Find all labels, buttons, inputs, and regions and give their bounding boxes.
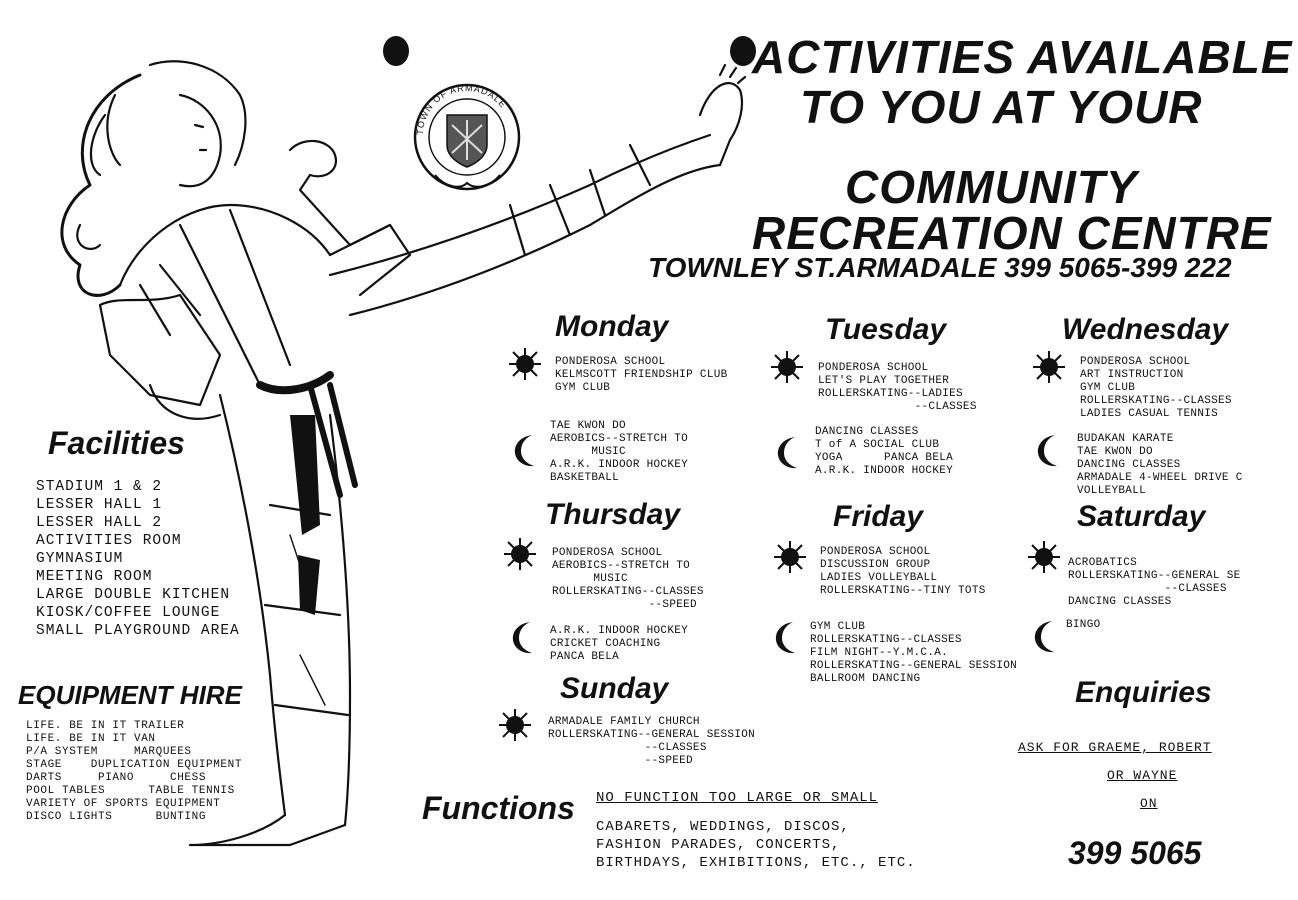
equipment-item: VARIETY OF SPORTS EQUIPMENT <box>26 798 221 810</box>
activity: TAE KWON DO <box>550 420 626 432</box>
activity: AEROBICS--STRETCH TO <box>552 560 691 572</box>
tuesday-day-list <box>818 362 977 414</box>
header-line-4: RECREATION CENTRE <box>752 207 1272 259</box>
activity: VOLLEYBALL <box>1077 485 1147 497</box>
town-of-armadale-seal-icon <box>405 75 530 195</box>
facilities-title: Facilities <box>48 425 185 461</box>
activity: BINGO <box>1066 619 1101 631</box>
enquiries-phone: 399 5065 <box>1068 835 1202 871</box>
moon-icon <box>512 433 538 469</box>
activity: GYM CLUB <box>555 382 611 394</box>
day-title-tuesday: Tuesday <box>825 313 947 346</box>
activity: GYM CLUB <box>810 621 866 633</box>
activity: --SPEED <box>552 599 697 611</box>
day-title-wednesday: Wednesday <box>1062 313 1229 346</box>
equipment-item: DARTS PIANO CHESS <box>26 772 207 784</box>
equipment-title: EQUIPMENT HIRE <box>18 680 242 710</box>
sun-icon <box>1032 350 1066 384</box>
activity: ART INSTRUCTION <box>1080 369 1184 381</box>
facility-item: LARGE DOUBLE KITCHEN <box>36 587 231 603</box>
activity: ROLLERSKATING--CLASSES <box>810 634 962 646</box>
equipment-item: DISCO LIGHTS BUNTING <box>26 811 207 823</box>
activity: MUSIC <box>552 573 628 585</box>
activity: DANCING CLASSES <box>1068 596 1172 608</box>
function-item: FASHION PARADES, CONCERTS, <box>596 837 841 853</box>
equipment-item: P/A SYSTEM MARQUEES <box>26 746 192 758</box>
activity: ROLLERSKATING--CLASSES <box>552 586 704 598</box>
facility-item: MEETING ROOM <box>36 569 153 585</box>
facility-item: ACTIVITIES ROOM <box>36 533 182 549</box>
header-line-2: TO YOU AT YOUR <box>800 81 1203 133</box>
activity: PONDEROSA SCHOOL <box>818 362 929 374</box>
day-title-friday: Friday <box>833 500 924 533</box>
functions-list <box>596 818 916 872</box>
activity: LADIES CASUAL TENNIS <box>1080 408 1219 420</box>
activity: --SPEED <box>548 755 693 767</box>
thursday-day-list <box>552 547 704 612</box>
activity: PONDEROSA SCHOOL <box>555 356 666 368</box>
enquiries-line-1: ASK FOR GRAEME, ROBERT <box>1018 740 1212 755</box>
activity: LET'S PLAY TOGETHER <box>818 375 950 387</box>
enquiries-line-3: ON <box>1140 796 1158 811</box>
activity: DISCUSSION GROUP <box>820 559 931 571</box>
wednesday-day-list <box>1080 356 1232 421</box>
day-title-thursday: Thursday <box>545 498 681 531</box>
activity: AEROBICS--STRETCH TO <box>550 433 689 445</box>
header-address: TOWNLEY ST.ARMADALE 399 5065-399 222 <box>648 252 1232 283</box>
moon-icon <box>1035 433 1061 469</box>
activity: PONDEROSA SCHOOL <box>552 547 663 559</box>
activity: ARMADALE 4-WHEEL DRIVE C <box>1077 472 1243 484</box>
day-title-monday: Monday <box>555 310 669 343</box>
equipment-item: POOL TABLES TABLE TENNIS <box>26 785 235 797</box>
sun-icon <box>1027 540 1061 574</box>
monday-day-list <box>555 356 728 395</box>
activity: ARMADALE FAMILY CHURCH <box>548 716 700 728</box>
facility-item: STADIUM 1 & 2 <box>36 479 163 495</box>
activity: ROLLERSKATING--GENERAL SESSION <box>810 660 1018 672</box>
activity: ROLLERSKATING--LADIES <box>818 388 963 400</box>
activity: A.R.K. INDOOR HOCKEY <box>550 459 689 471</box>
activity: PONDEROSA SCHOOL <box>1080 356 1191 368</box>
activity: FILM NIGHT--Y.M.C.A. <box>810 647 949 659</box>
function-item: CABARETS, WEDDINGS, DISCOS, <box>596 819 850 835</box>
facility-item: GYMNASIUM <box>36 551 124 567</box>
day-title-sunday: Sunday <box>560 672 669 705</box>
activity: CRICKET COACHING <box>550 638 661 650</box>
activity: ACROBATICS <box>1068 557 1138 569</box>
activity: A.R.K. INDOOR HOCKEY <box>550 625 689 637</box>
facilities-list <box>36 478 240 640</box>
moon-icon <box>1032 619 1058 655</box>
activity: PONDEROSA SCHOOL <box>820 546 931 558</box>
activity: KELMSCOTT FRIENDSHIP CLUB <box>555 369 728 381</box>
sun-icon <box>773 540 807 574</box>
activity: LADIES VOLLEYBALL <box>820 572 938 584</box>
activity: ROLLERSKATING--GENERAL SESSION <box>548 729 756 741</box>
moon-icon <box>775 435 801 471</box>
thursday-night-list <box>550 625 688 664</box>
facility-item: SMALL PLAYGROUND AREA <box>36 623 240 639</box>
activity: --CLASSES <box>548 742 707 754</box>
saturday-day-list <box>1068 557 1241 609</box>
friday-night-list <box>810 621 1017 686</box>
activity: T of A SOCIAL CLUB <box>815 439 940 451</box>
wednesday-night-list <box>1077 433 1243 498</box>
activity: ROLLERSKATING--GENERAL SE <box>1068 570 1241 582</box>
sun-icon <box>498 708 532 742</box>
sun-icon <box>503 537 537 571</box>
activity: A.R.K. INDOOR HOCKEY <box>815 465 954 477</box>
activity: DANCING CLASSES <box>815 426 919 438</box>
enquiries-title: Enquiries <box>1075 676 1212 709</box>
sun-icon <box>508 347 542 381</box>
equipment-item: LIFE. BE IN IT TRAILER <box>26 720 185 732</box>
equipment-list <box>26 720 242 824</box>
equipment-item: LIFE. BE IN IT VAN <box>26 733 156 745</box>
header-line-1: ACTIVITIES AVAILABLE <box>752 31 1293 83</box>
sun-icon <box>770 350 804 384</box>
equipment-item: STAGE DUPLICATION EQUIPMENT <box>26 759 243 771</box>
moon-icon <box>510 620 536 656</box>
sunday-day-list <box>548 716 755 768</box>
enquiries-line-2: OR WAYNE <box>1107 768 1178 783</box>
activity: ROLLERSKATING--TINY TOTS <box>820 585 986 597</box>
facility-item: LESSER HALL 1 <box>36 497 163 513</box>
day-title-saturday: Saturday <box>1077 500 1206 533</box>
function-item: BIRTHDAYS, EXHIBITIONS, ETC., ETC. <box>596 855 916 871</box>
header-line-3: COMMUNITY <box>845 161 1138 213</box>
functions-title: Functions <box>422 790 575 826</box>
activity: ROLLERSKATING--CLASSES <box>1080 395 1232 407</box>
functions-tagline: NO FUNCTION TOO LARGE OR SMALL <box>596 790 879 806</box>
activity: TAE KWON DO <box>1077 446 1153 458</box>
moon-icon <box>773 620 799 656</box>
activity: BASKETBALL <box>550 472 620 484</box>
facility-item: LESSER HALL 2 <box>36 515 163 531</box>
activity: PANCA BELA <box>550 651 620 663</box>
activity: DANCING CLASSES <box>1077 459 1181 471</box>
activity: --CLASSES <box>1068 583 1227 595</box>
monday-night-list <box>550 420 688 485</box>
tuesday-night-list <box>815 426 953 478</box>
seal-text: TOWN OF ARMADALE <box>414 82 509 136</box>
activity: BALLROOM DANCING <box>810 673 921 685</box>
activity: YOGA PANCA BELA <box>815 452 954 464</box>
activity: GYM CLUB <box>1080 382 1136 394</box>
activity: BUDAKAN KARATE <box>1077 433 1174 445</box>
activity: MUSIC <box>550 446 626 458</box>
saturday-night-list <box>1066 619 1101 632</box>
friday-day-list <box>820 546 986 598</box>
activity: --CLASSES <box>818 401 977 413</box>
facility-item: KIOSK/COFFEE LOUNGE <box>36 605 221 621</box>
